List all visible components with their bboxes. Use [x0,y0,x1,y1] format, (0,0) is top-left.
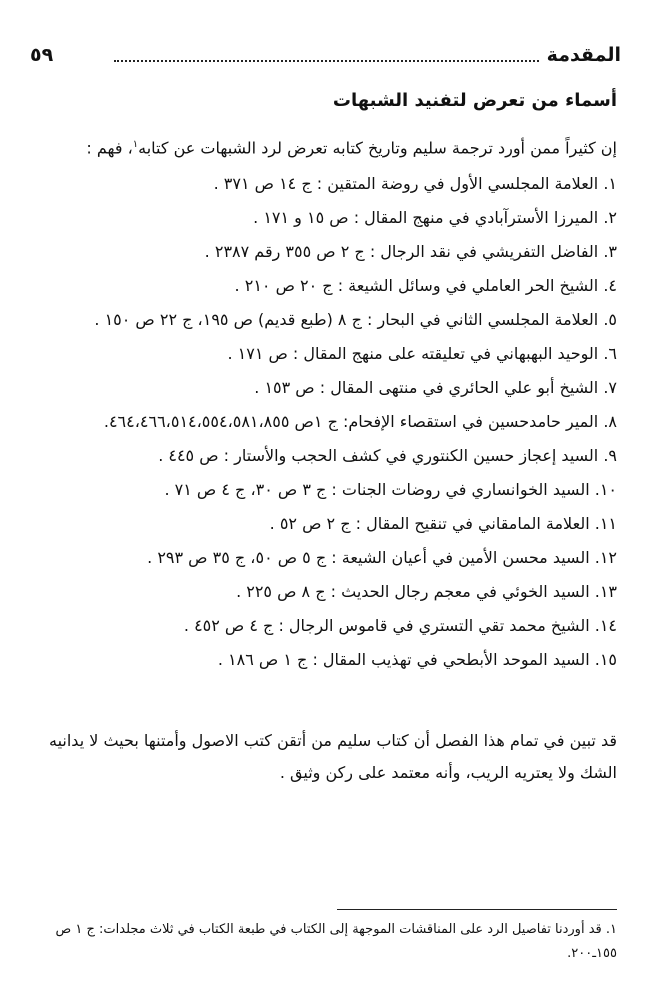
list-item: ٩. السيد إعجاز حسين الكنتوري في كشف الحجب والأستار : ص ٤٤٥ . [158,446,617,466]
list-item: ١٥. السيد الموحد الأبطحي في تهذيب المقال : ج ١ ص ١٨٦ . [217,650,617,670]
list-item: ١٠. السيد الخوانساري في روضات الجنات : ج ٣ ص ٣٠، ج ٤ ص ٧١ . [164,480,617,500]
list-item: ٦. الوحيد البهبهاني في تعليقته على منهج المقال : ص ١٧١ . [227,344,617,364]
list-item: ١. العلامة المجلسي الأول في روضة المتقين : ج ١٤ ص ٣٧١ . [213,174,617,194]
list-item: ٥. العلامة المجلسي الثاني في البحار : ج ٨ (طبع قديم) ص ١٩٥، ج ٢٢ ص ١٥٠ . [94,310,617,330]
list-item: ١٢. السيد محسن الأمين في أعيان الشيعة : ج ٥ ص ٥٠، ج ٣٥ ص ٢٩٣ . [147,548,617,568]
page-number: ٥٩ [30,44,54,66]
list-item: ٧. الشيخ أبو علي الحائري في منتهى المقال : ص ١٥٣ . [254,378,617,398]
footnote-reference[interactable]: ١ [132,139,139,150]
intro-text: إن كثيراً ممن أورد ترجمة سليم وتاريخ كتابه تعرض لرد الشبهات عن كتابه [138,138,617,158]
list-item: ٣. الفاضل التفريشي في نقد الرجال : ج ٢ ص ٣٥٥ رقم ٢٣٨٧ . [204,242,617,262]
intro-paragraph [36,130,617,163]
footnote-divider [337,909,617,910]
list-item: ١٤. الشيخ محمد تقي التستري في قاموس الرجال : ج ٤ ص ٤٥٢ . [183,616,617,636]
conclusion-paragraph: قد تبين في تمام هذا الفصل أن كتاب سليم من أتقن كتب الاصول وأمتنها بحيث لا يدانيه الشك ولا يعتريه الريب، وأنه معتمد على ركن وثيق . [49,731,617,783]
scholar-list [36,167,617,677]
list-item: ١١. العلامة المامقاني في تنقيح المقال : ج ٢ ص ٥٢ . [269,514,617,534]
page-body [36,86,617,805]
page-header [30,40,621,74]
header-dot-leader [114,60,539,62]
footnote: ١. قد أوردنا تفاصيل الرد على المناقشات الموجهة إلى الكتاب في طبعة الكتاب في ثلاث مجلدات: ج ١ ص ١٥٥ـ٢٠٠. [55,922,617,961]
running-title: المقدمة [546,44,621,66]
intro-text-end: ، فهم : [86,138,133,158]
section-heading: أسماء من تعرض لتفنيد الشبهات [332,90,617,111]
list-item: ٨. المير حامدحسين في استقصاء الإفحام: ج ١ص ٤٦٤،٤٦٦،٥١٤،٥٥٤،٥٨١،٨٥٥. [103,412,617,432]
list-item: ١٣. السيد الخوئي في معجم رجال الحديث : ج ٨ ص ٢٢٥ . [236,582,617,602]
list-item: ٢. الميرزا الأسترآبادي في منهج المقال : ص ١٥ و ١٧١ . [253,208,617,228]
list-item: ٤. الشيخ الحر العاملي في وسائل الشيعة : ج ٢٠ ص ٢١٠ . [234,276,617,296]
